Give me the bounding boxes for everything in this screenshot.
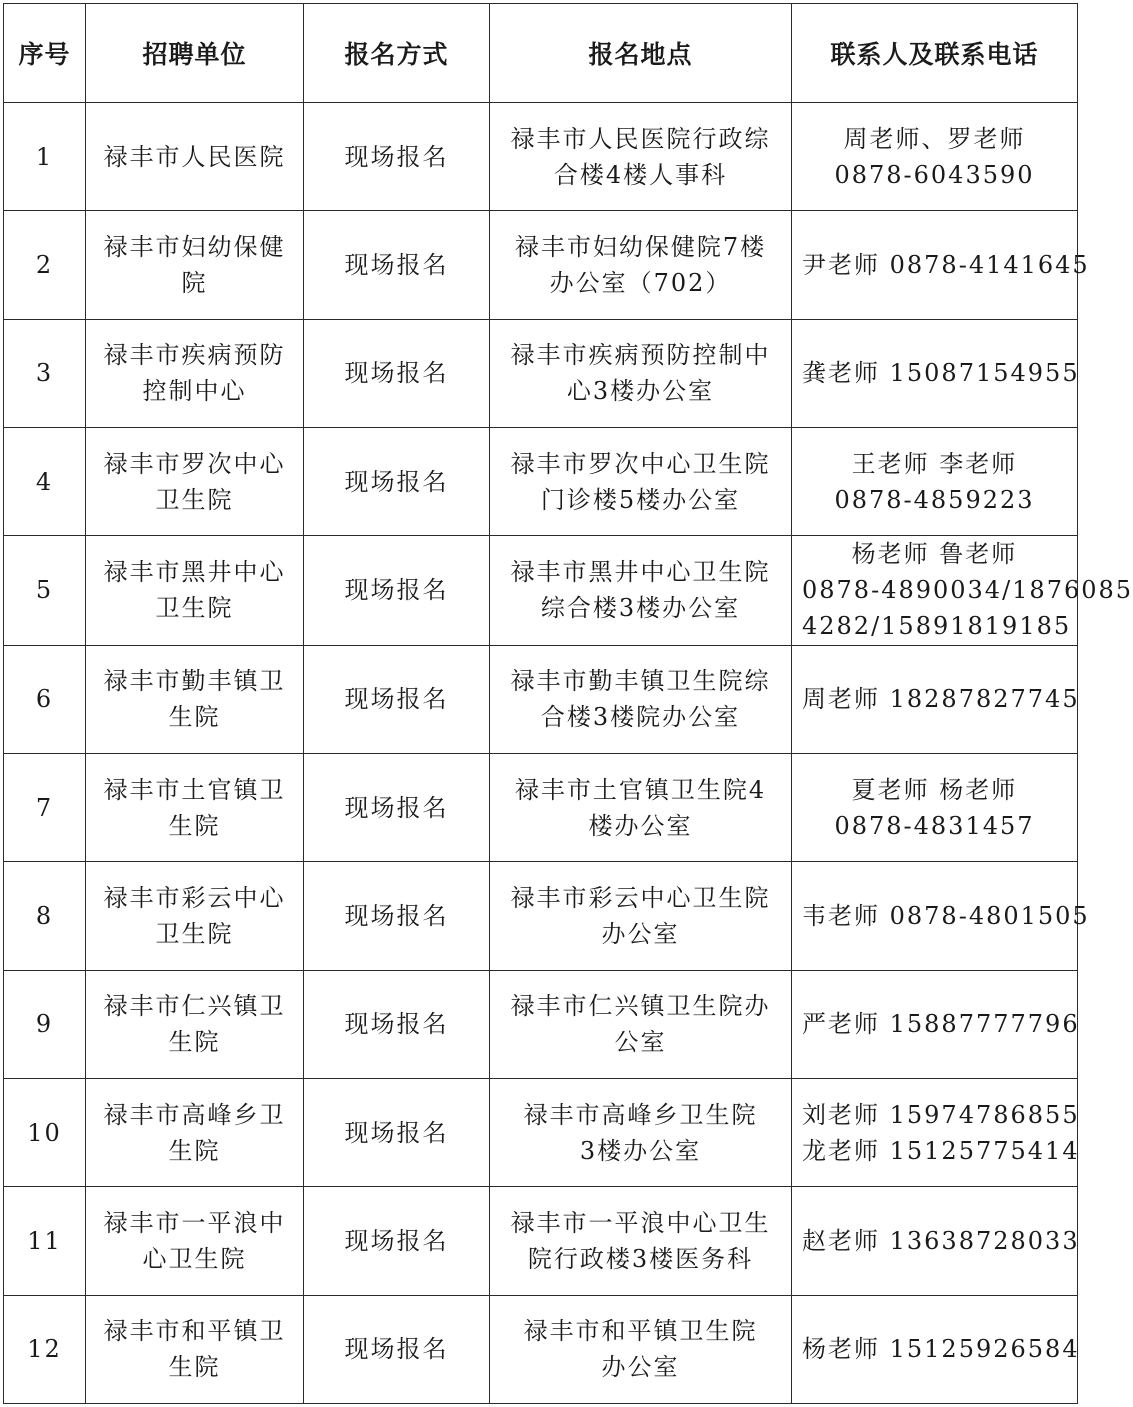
row-index: 2: [4, 211, 86, 319]
contact-info: [792, 536, 1133, 645]
row-index: 3: [4, 319, 86, 427]
cell-line: 生院: [168, 1353, 221, 1382]
contact-info: [792, 427, 1078, 535]
cell-line: 综合楼3楼办公室: [540, 594, 741, 623]
contact-info: [792, 753, 1078, 861]
cell-line: 0878-4859223: [834, 485, 1035, 514]
header-contact: 联系人及联系电话: [792, 4, 1078, 103]
cell-line: 夏老师 杨老师: [851, 775, 1018, 804]
cell-line: 4282/15891819185: [802, 612, 1072, 641]
cell-line: 禄丰市一平浪中心卫生: [510, 1208, 771, 1237]
cell-line: 禄丰市彩云中心卫生院: [510, 883, 771, 912]
recruiting-unit: [86, 645, 304, 753]
recruiting-unit: [86, 1187, 304, 1295]
cell-line: 卫生院: [155, 485, 234, 514]
header-method: 报名方式: [304, 4, 490, 103]
cell-line: 心3楼办公室: [566, 377, 715, 406]
cell-line: 办公室（702）: [549, 268, 732, 297]
registration-location: [490, 427, 792, 535]
contact-info: [792, 1187, 1078, 1295]
table-row: [4, 1187, 1078, 1295]
cell-line: 严老师 15887777796: [802, 1010, 1080, 1039]
cell-line: 周老师、罗老师: [843, 124, 1026, 153]
table-row: [4, 319, 1078, 427]
cell-line: 禄丰市仁兴镇卫生院办: [510, 992, 771, 1021]
header-location: 报名地点: [490, 4, 792, 103]
registration-method: 现场报名: [304, 970, 490, 1078]
cell-line: 禄丰市勤丰镇卫生院综: [510, 667, 771, 696]
table-row: [4, 645, 1078, 753]
cell-line: 杨老师 鲁老师: [851, 540, 1018, 569]
registration-location: [490, 1078, 792, 1186]
table-row: [4, 862, 1078, 970]
cell-line: 院行政楼3楼医务科: [527, 1244, 754, 1273]
cell-line: 卫生院: [155, 919, 234, 948]
contact-info: [792, 103, 1078, 211]
row-index: 6: [4, 645, 86, 753]
contact-info: [792, 970, 1078, 1078]
registration-location: [490, 645, 792, 753]
cell-line: 禄丰市土官镇卫生院4: [514, 775, 767, 804]
registration-table: [3, 3, 1133, 1404]
registration-method: 现场报名: [304, 1078, 490, 1186]
cell-line: 合楼3楼院办公室: [540, 703, 741, 732]
recruiting-unit: [86, 536, 304, 645]
registration-method: 现场报名: [304, 862, 490, 970]
registration-method: 现场报名: [304, 753, 490, 861]
recruiting-unit: [86, 1078, 304, 1186]
cell-line: 禄丰市仁兴镇卫: [103, 992, 286, 1021]
recruiting-unit: [86, 1295, 304, 1403]
cell-line: 禄丰市黑井中心卫生院: [510, 558, 771, 587]
registration-method: 现场报名: [304, 211, 490, 319]
contact-info: [792, 1295, 1078, 1403]
registration-method: 现场报名: [304, 1187, 490, 1295]
contact-info: [792, 645, 1078, 753]
cell-line: 杨老师 15125926584: [802, 1335, 1080, 1364]
cell-line: 心卫生院: [142, 1244, 247, 1273]
contact-info: [792, 862, 1090, 970]
registration-location: [490, 319, 792, 427]
cell-line: 0878-6043590: [834, 160, 1035, 189]
registration-method: 现场报名: [304, 536, 490, 645]
cell-line: 门诊楼5楼办公室: [540, 485, 741, 514]
row-index: 4: [4, 427, 86, 535]
table-header-row: [4, 4, 1078, 103]
cell-line: 王老师 李老师: [851, 449, 1018, 478]
recruiting-unit: [86, 319, 304, 427]
recruiting-unit: [86, 753, 304, 861]
registration-location: [490, 103, 792, 211]
row-index: 10: [4, 1078, 86, 1186]
registration-method: 现场报名: [304, 427, 490, 535]
header-unit: 招聘单位: [86, 4, 304, 103]
cell-line: 办公室: [601, 1353, 680, 1382]
row-index: 8: [4, 862, 86, 970]
table-row: [4, 1078, 1078, 1186]
recruiting-unit: [86, 862, 304, 970]
row-index: 9: [4, 970, 86, 1078]
cell-line: 禄丰市高峰乡卫: [103, 1100, 286, 1129]
registration-location: [490, 753, 792, 861]
cell-line: 合楼4楼人事科: [553, 160, 728, 189]
cell-line: 3楼办公室: [579, 1136, 702, 1165]
contact-info: [792, 319, 1078, 427]
contact-info: [792, 211, 1090, 319]
cell-line: 0878-4890034/1876085: [802, 576, 1133, 605]
cell-line: 刘老师 15974786855: [802, 1100, 1080, 1129]
cell-line: 院: [181, 268, 208, 297]
recruiting-unit: [86, 970, 304, 1078]
cell-line: 赵老师 13638728033: [802, 1226, 1080, 1255]
registration-location: [490, 862, 792, 970]
cell-line: 禄丰市高峰乡卫生院: [523, 1100, 758, 1129]
cell-line: 禄丰市和平镇卫: [103, 1317, 286, 1346]
cell-line: 公室: [614, 1028, 667, 1057]
cell-line: 生院: [168, 703, 221, 732]
cell-line: 0878-4831457: [834, 811, 1035, 840]
cell-line: 禄丰市罗次中心卫生院: [510, 449, 771, 478]
cell-line: 禄丰市妇幼保健院7楼: [514, 232, 767, 261]
row-index: 7: [4, 753, 86, 861]
cell-line: 禄丰市勤丰镇卫: [103, 667, 286, 696]
cell-line: 卫生院: [155, 594, 234, 623]
cell-line: 龙老师 15125775414: [802, 1136, 1080, 1165]
cell-line: 禄丰市黑井中心: [103, 558, 286, 587]
cell-line: 禄丰市土官镇卫: [103, 775, 286, 804]
cell-line: 龚老师 15087154955: [802, 359, 1080, 388]
table-row: [4, 103, 1078, 211]
cell-line: 周老师 18287827745: [802, 685, 1080, 714]
registration-location: [490, 970, 792, 1078]
cell-line: 禄丰市罗次中心: [103, 449, 286, 478]
cell-line: 生院: [168, 811, 221, 840]
registration-method: 现场报名: [304, 1295, 490, 1403]
registration-location: [490, 1187, 792, 1295]
cell-line: 禄丰市和平镇卫生院: [523, 1317, 758, 1346]
table-row: [4, 753, 1078, 861]
registration-location: [490, 1295, 792, 1403]
table-row: [4, 211, 1078, 319]
cell-line: 禄丰市一平浪中: [103, 1208, 286, 1237]
cell-line: 尹老师 0878-4141645: [802, 250, 1090, 279]
row-index: 12: [4, 1295, 86, 1403]
registration-method: 现场报名: [304, 103, 490, 211]
cell-line: 办公室: [601, 919, 680, 948]
cell-line: 禄丰市彩云中心: [103, 883, 286, 912]
registration-method: 现场报名: [304, 319, 490, 427]
table-body: [4, 103, 1133, 1404]
cell-line: 禄丰市人民医院行政综: [510, 124, 771, 153]
table-row: [4, 536, 1078, 645]
cell-line: 禄丰市妇幼保健: [103, 232, 286, 261]
registration-location: [490, 536, 792, 645]
cell-line: 禄丰市疾病预防控制中: [510, 341, 771, 370]
cell-line: 生院: [168, 1028, 221, 1057]
recruiting-unit: [86, 427, 304, 535]
recruiting-unit: [86, 211, 304, 319]
table-row: [4, 1295, 1078, 1403]
cell-line: 韦老师 0878-4801505: [802, 901, 1090, 930]
header-index: 序号: [4, 4, 86, 103]
row-index: 11: [4, 1187, 86, 1295]
cell-line: 禄丰市疾病预防: [103, 341, 286, 370]
registration-location: [490, 211, 792, 319]
contact-info: [792, 1078, 1078, 1186]
table-row: [4, 970, 1078, 1078]
row-index: 5: [4, 536, 86, 645]
cell-line: 生院: [168, 1136, 221, 1165]
cell-line: 控制中心: [142, 377, 247, 406]
table-row: [4, 427, 1078, 535]
cell-line: 楼办公室: [588, 811, 693, 840]
cell-line: 禄丰市人民医院: [103, 142, 286, 171]
recruiting-unit: [86, 103, 304, 211]
registration-method: 现场报名: [304, 645, 490, 753]
row-index: 1: [4, 103, 86, 211]
